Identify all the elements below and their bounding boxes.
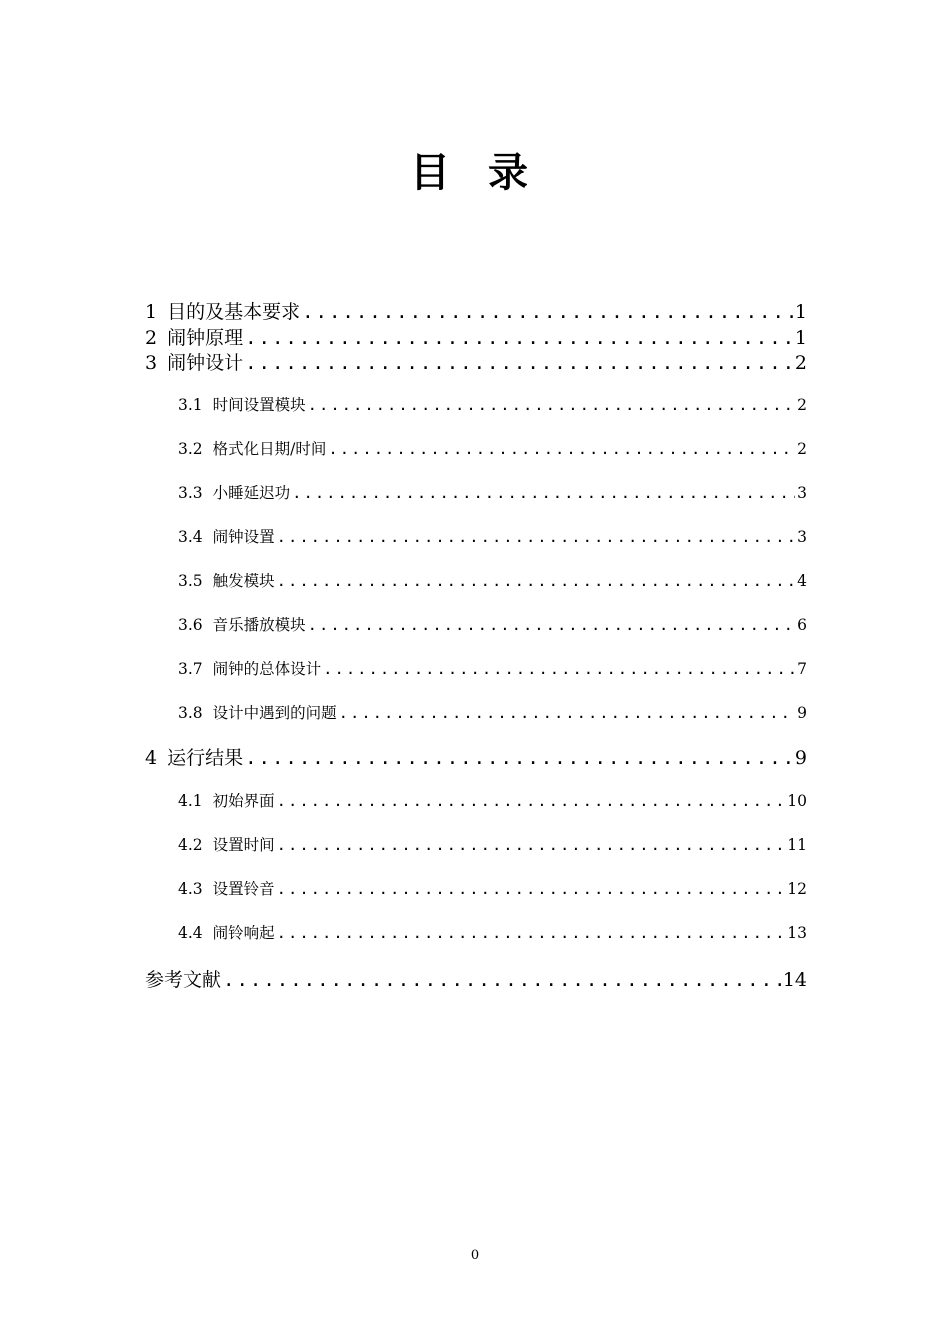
toc-title: 设置时间 (212, 836, 275, 854)
toc-number: 3.6 (178, 616, 203, 634)
toc-title: 运行结果 (167, 747, 244, 769)
toc-title: 目的及基本要求 (167, 301, 301, 323)
toc-number: 3.8 (178, 704, 203, 722)
toc-entry-4-4[interactable] (178, 921, 807, 943)
toc-leader (223, 969, 781, 991)
toc-number: 4.3 (178, 880, 203, 898)
toc-entry-1[interactable] (145, 297, 807, 323)
toc-title: 小睡延迟功 (212, 484, 291, 502)
toc-number: 3 (145, 352, 158, 374)
toc-leader (277, 572, 795, 590)
toc-title: 闹钟的总体设计 (212, 660, 322, 678)
toc-page-number: 14 (782, 969, 807, 991)
toc-title: 触发模块 (212, 572, 275, 590)
toc-leader (328, 440, 795, 458)
toc-entry-3[interactable] (145, 348, 807, 374)
toc-page-number: 2 (797, 396, 807, 414)
toc-title: 初始界面 (212, 792, 275, 810)
toc-page-number: 9 (797, 704, 807, 722)
toc-number: 4.2 (178, 836, 203, 854)
toc-number: 3.4 (178, 528, 203, 546)
toc-page-number: 3 (797, 484, 807, 502)
toc-leader (277, 528, 795, 546)
toc-page-number: 13 (787, 924, 807, 942)
toc-page-number: 6 (797, 616, 807, 634)
toc-title: 设置铃音 (212, 880, 275, 898)
toc-title: 格式化日期/时间 (212, 440, 327, 458)
toc-entry-references[interactable] (145, 965, 807, 991)
toc-page-number: 7 (797, 660, 807, 678)
toc-entry-4-3[interactable] (178, 877, 807, 899)
toc-number: 3.2 (178, 440, 203, 458)
toc-leader (308, 396, 795, 414)
toc-title: 闹钟原理 (167, 327, 244, 349)
toc-entry-3-2[interactable] (178, 437, 807, 459)
toc-entry-4-2[interactable] (178, 833, 807, 855)
toc-title: 音乐播放模块 (212, 616, 306, 634)
toc-page-number: 12 (787, 880, 807, 898)
toc-page-number: 3 (797, 528, 807, 546)
toc-title: 闹铃响起 (212, 924, 275, 942)
toc-leader (277, 924, 786, 942)
toc-number: 3.3 (178, 484, 203, 502)
toc-entry-3-8[interactable] (178, 701, 807, 723)
toc-page-number: 9 (794, 747, 807, 769)
toc-entry-3-1[interactable] (178, 393, 807, 415)
toc-page-number: 2 (797, 440, 807, 458)
toc-number: 1 (145, 301, 158, 323)
toc-entry-4-1[interactable] (178, 789, 807, 811)
toc-page-number: 2 (794, 352, 807, 374)
page-title: 目 录 (410, 150, 540, 196)
toc-leader (292, 484, 795, 502)
toc-leader (277, 792, 786, 810)
toc-page-number: 4 (797, 572, 807, 590)
toc-page-number: 1 (794, 301, 807, 323)
toc-number: 4 (145, 747, 158, 769)
toc-number: 4.4 (178, 924, 203, 942)
toc-leader (308, 616, 795, 634)
toc-entry-3-3[interactable] (178, 481, 807, 503)
toc-number: 3.5 (178, 572, 203, 590)
toc-leader (245, 352, 793, 374)
toc-entry-3-7[interactable] (178, 657, 807, 679)
toc-entry-2[interactable] (145, 323, 807, 349)
toc-entry-3-6[interactable] (178, 613, 807, 635)
page-footer-number: 0 (470, 1248, 480, 1263)
toc-leader (302, 301, 793, 323)
toc-title: 闹钟设置 (212, 528, 275, 546)
toc-page-number: 10 (787, 792, 807, 810)
toc-leader (245, 327, 793, 349)
toc-number: 3.1 (178, 396, 203, 414)
toc-entry-4[interactable] (145, 743, 807, 769)
toc-number: 4.1 (178, 792, 203, 810)
toc-title: 时间设置模块 (212, 396, 306, 414)
toc-number: 3.7 (178, 660, 203, 678)
toc-entry-3-4[interactable] (178, 525, 807, 547)
toc-page-number: 11 (787, 836, 807, 854)
toc-page-number: 1 (794, 327, 807, 349)
toc-leader (277, 880, 786, 898)
toc-title: 闹钟设计 (167, 352, 244, 374)
toc-number: 2 (145, 327, 158, 349)
toc-leader (339, 704, 795, 722)
toc-leader (245, 747, 793, 769)
toc-leader (277, 836, 786, 854)
toc-entry-3-5[interactable] (178, 569, 807, 591)
toc-leader (323, 660, 795, 678)
toc-title: 参考文献 (145, 969, 222, 991)
toc-title: 设计中遇到的问题 (212, 704, 337, 722)
